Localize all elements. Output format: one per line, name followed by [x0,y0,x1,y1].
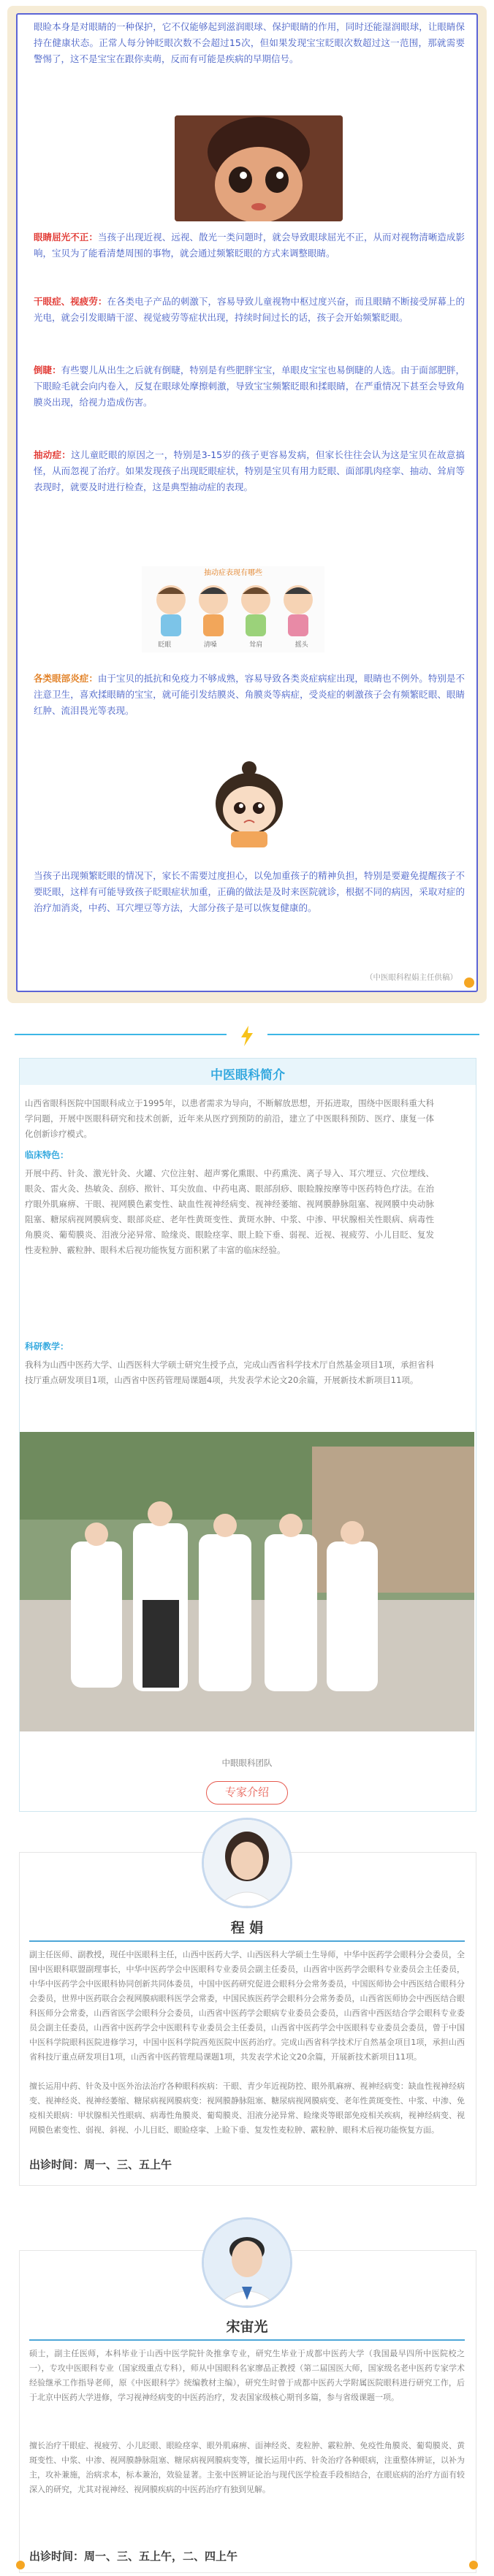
doctor-avatar [202,1818,292,1908]
article-intro-paragraph: 眼睑本身是对眼睛的一种保护，它不仅能够起到滋润眼球、保护眼睛的作用，同时还能湿润眼球，让眼睛保持在健康状态。正常人每分钟眨眼次数不会超过15次，但如果发现宝宝眨眼次数超过这一范围，那就需要警惕了，这不是宝宝在跟你卖萌，反而有可能是疾病的早期信号。 [34,21,465,64]
decorative-dot [464,978,474,988]
trichiasis-paragraph: 倒睫：有些婴儿从出生之后就有倒睫，特别是有些肥胖宝宝，单眼皮宝宝也易倒睫的人选。由于面部肥胖，下眼睑毛就会向内卷入，反复在眼球处摩擦刺激，导致宝宝频繁眨眼和揉眼睛，在严重情况下甚至会导致角膜炎出现，给视力造成伤害。 [34,365,465,408]
doctor-divider [29,2339,465,2341]
decorative-dot [469,2561,478,2569]
doctor-bio: 副主任医师、副教授，现任中医眼科主任，山西中医药大学、山西医科大学硕士生导师，中华中医药学会眼科分会委员，全国中医眼科联盟副理事长，中华中医药学会中医眼科专业委员会副主任委员，山西省中医药学会眼科专业委员会主任委员，中华中医药学会中医眼科协同创新共同体委员，中国中医药研究促进会眼科分会常务委员，中国医师协会中西医结合眼科分会委员，世界中医药联合会视网膜病眼科医学会常委，中国民族医药学会眼科分会常务委员，山西省医师协会中西医结合眼科医师分会常委，山西省医学会眼科分会委员，山西省中医药学会眼病专业委员会委员，山西省中西医结合学会眼科专业委员会副主任委员，山西省中医药学会中医眼科专业委员会主任委员，山西省中医药学会中医眼科专业委员会委员，曾于中国中医科学院眼科医院进修学习，中国中医科学院西苑医院中医药治疗。完成山西省科学技术厅自然基金项目1项，承担山西省科技厅重点研发项目1项，山西省中医药管理局课题1项，共发表学术论文20余篇，开展新技术新项目11项。 [29,1950,465,2062]
doctor-expertise: 擅长治疗干眼症、视疲劳、小儿眨眼、眼睑痉挛、眼外肌麻痹、面神经炎、麦粒肿、霰粒肿、免疫性角膜炎、葡萄膜炎、黄斑变性、中浆、中渗、视网膜静脉阻塞、糖尿病视网膜病变等，擅长运用中药、针灸治疗各种眼病，注重整体辨证，以补为主，攻补兼施，治病求本，标本兼治，效验显著。主张中医辨证论治与现代医学检查手段相结合，在眼底病的治疗方面有较深入的研究，尤其对视神经、视网膜疾病的中医药治疗有独到见解。 [29,2441,465,2494]
lightning-icon [235,1024,259,1048]
team-photo-caption: 中眼眼科团队 [221,1758,273,1768]
doctor-name: 程 娟 [230,1920,264,1936]
illustration-label: 眨眼 [158,641,172,649]
intro-paragraph: 山西省眼科医院中国眼科成立于1995年，以患者需求为导向，不断解放思想，开拓进取，围绕中医眼科重大科学问题，开展中医眼科研究和技术创新，近年来从医疗到预防的前沿，建立了中医眼科预防、医疗、康复一体化创新诊疗模式。 [25,1098,434,1139]
team-photo [20,1432,474,1731]
clinical-features-heading: 临床特色： [25,1150,69,1160]
doctor-name: 宋宙光 [226,2319,268,2335]
refractive-error-paragraph: 眼睛屈光不正：当孩子出现近视、远视、散光一类问题时，就会导致眼球屈光不正，从而对视物清晰造成影响，宝贝为了能看清楚周围的事物，就会通过频繁眨眼的方式来调整眼睛。 [34,232,465,259]
doctor-expertise: 擅长运用中药、针灸及中医外治法治疗各种眼科疾病：干眼、青少年近视防控、眼外肌麻痹、视神经病变：缺血性视神经病变、视神经炎、视神经萎缩、糖尿病视网膜病变：视网膜静脉阻塞、糖尿病视网膜病变、老年性黄斑变性、中浆、中渗、免疫相关眼病：甲状腺相关性眼病、病毒性角膜炎、葡萄膜炎、泪液分泌异常、睑缘炎等眼部免疫相关疾病，视神经病变、视网膜色素变性、弱视、斜视、小儿目眨、眼睑痉挛、上睑下垂、复发性麦粒肿、霰粒肿、眼科术后视功能恢复方面。 [29,2081,465,2135]
intro-title: 中医眼科简介 [210,1068,285,1083]
section-divider-right [267,1034,479,1035]
illustration-caption: 抽动症表现有哪些 [204,569,262,577]
doctor-bio: 硕士，副主任医师，本科毕业于山西中医学院针灸推拿专业，研究生毕业于成都中医药大学（我国最早四所中医院校之一），专攻中医眼科专业（国家级重点专科），师从中国眼科名家廖品正教授（第二届国医大师，国家级名老中医药专家学术经验继承工作指导老师，原《中医眼科学》统编教材主编），研究生时曾于成都中医药大学附属医院眼科进行研究工作，后于北京中医药大学进修，学习视神经病变的中医药治疗，发表国家级核心期刊多篇，参与省级课题一项。 [29,2349,465,2402]
decorative-dot [16,2561,25,2569]
clinical-features-paragraph: 开展中药、针灸、激光针灸、火罐、穴位注射、超声雾化熏眼、中药熏洗、离子导入、耳穴埋豆、穴位埋线、眼灸、雷火灸、热敏灸、刮痧、揿针、耳尖放血、中药电离、眼部刮痧、眼睑腺按摩等中医药特色疗法。在治疗眼外肌麻痹、干眼、视网膜色素变性、缺血性视神经病变、视神经萎缩、视网膜静脉阻塞、视网膜中央动脉阻塞、糖尿病视网膜病变、眼部炎症、老年性黄斑变性、黄斑水肿、中浆、中渗、甲状腺相关性眼病、病毒性角膜炎、葡萄膜炎、泪液分泌异常、睑缘炎、眼睑痉挛、眼上睑下垂、弱视、近视、视疲劳、小儿目眨、复发性麦粒肿、霰粒肿、眼科术后视功能恢复方面积累了丰富的临床经验。 [25,1168,434,1255]
illustration-label: 耸肩 [249,641,263,649]
tic-disorder-paragraph: 抽动症：这儿童眨眼的原因之一，特别是3-15岁的孩子更容易发病，但家长往往会认为这是宝贝在故意搞怪，从而忽视了治疗。如果发现孩子出现眨眼症状，特别是宝贝有用力眨眼、面部肌肉痉挛、抽动、耸肩等表现时，就要及时进行检查，这是典型抽动症的表现。 [34,449,465,492]
tic-symptoms-illustration [142,566,324,652]
research-heading: 科研教学： [25,1341,69,1352]
section-divider-left [15,1034,227,1035]
illustration-label: 清嗓 [203,641,217,649]
research-paragraph: 我科为山西中医药大学、山西医科大学硕士研究生授予点，完成山西省科学技术厅自然基金项目1项，承担省科技厅重点研发项目1项，山西省中医药管理局课题4项，共发表学术论文20余篇，开展新技术新项目11项。 [25,1360,434,1385]
article-credit: （中医眼科程娟主任供稿） [365,973,457,982]
doctor-clinic-hours: 出诊时间：周一、三、五上午 [29,2158,172,2171]
illustration-label: 摇头 [294,641,308,649]
expert-intro-tag: 专家介绍 [206,1781,288,1805]
doctor-divider [29,1940,465,1942]
conclusion-paragraph: 当孩子出现频繁眨眼的情况下，家长不需要过度担心，以免加重孩子的精神负担，特别是要避免提醒孩子不要眨眼，这样有可能导致孩子眨眼症状加重，正确的做法是及时来医院就诊，根据不同的病因，采取对症的治疗加消炎，中药、耳穴埋豆等方法，大部分孩子是可以恢复健康的。 [34,870,465,913]
doctor-clinic-hours: 出诊时间：周一、三、五上午，二、四上午 [29,2550,238,2563]
cartoon-girl-image [175,115,343,221]
crying-child-cartoon [209,758,289,850]
eye-inflammation-paragraph: 各类眼部炎症：由于宝贝的抵抗和免疫力不够成熟，容易导致各类炎症病症出现，眼睛也不例外。特别是不注意卫生，喜欢揉眼睛的宝宝，就可能引发结膜炎、角膜炎等病症，受炎症的刺激孩子会有频繁眨眼、眼睛红肿、流泪畏光等表现。 [34,673,465,716]
dry-eye-paragraph: 干眼症、视疲劳：在各类电子产品的刺激下，容易导致儿童视物中枢过度兴奋，而且眼睛不断接受屏幕上的光电，就会引发眼睛干涩、视觉疲劳等症状出现，持续时间过长的话，孩子会开始频繁眨眼。 [34,296,465,323]
doctor-avatar [202,2217,292,2308]
article-card [16,13,478,992]
